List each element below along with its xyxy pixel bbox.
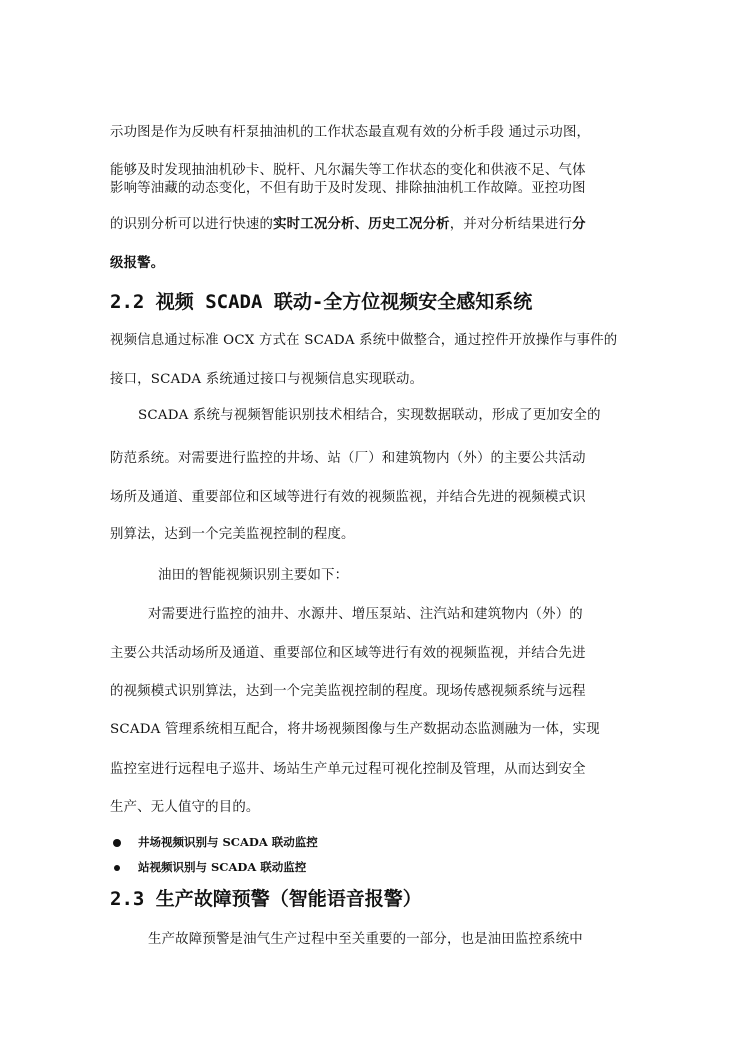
body-text-line: 别算法，达到一个完美监视控制的程度。: [110, 527, 355, 542]
bullet-text: 站视频识别与 SCADA 联动监控: [138, 860, 307, 874]
body-text-line: 示功图是作为反映有杆泵抽油机的工作状态最直观有效的分析手段 通过示功图，: [110, 125, 591, 140]
emphasis-text: 分: [572, 216, 586, 232]
body-text-line: 能够及时发现抽油机砂卡、脱杆、凡尔漏失等工作状态的变化和供液不足、气体: [110, 163, 586, 178]
bullet-text: 井场视频识别与 SCADA 联动监控: [138, 835, 318, 849]
body-text-line: 油田的智能视频识别主要如下：: [158, 568, 349, 583]
body-text-line: 生产故障预警是油气生产过程中至关重要的一部分，也是油田监控系统中: [148, 932, 583, 947]
body-text-line: 对需要进行监控的油井、水源井、增压泵站、注汽站和建筑物内（外）的: [148, 607, 583, 622]
body-text-line: 主要公共活动场所及通道、重要部位和区域等进行有效的视频监视，并结合先进: [110, 646, 586, 661]
bullet-dot-icon: [114, 865, 120, 871]
emphasis-realtime-history-analysis: 实时工况分析、历史工况分析: [273, 216, 450, 232]
body-text-line: 监控室进行远程电子巡井、场站生产单元过程可视化控制及管理，从而达到安全: [110, 762, 586, 777]
section-heading-2-2: 2.2 视频 SCADA 联动-全方位视频安全感知系统: [110, 291, 533, 313]
bullet-item: [113, 858, 306, 876]
body-text-line: SCADA 系统与视频智能识别技术相结合，实现数据联动，形成了更加安全的: [138, 408, 601, 423]
body-text-line: 场所及通道、重要部位和区域等进行有效的视频监视，并结合先进的视频模式识: [110, 490, 586, 505]
body-text-line: 接口，SCADA 系统通过接口与视频信息实现联动。: [110, 372, 424, 387]
body-text-line: 视频信息通过标准 OCX 方式在 SCADA 系统中做整合，通过控件开放操作与事件的: [110, 333, 618, 348]
body-text-line: 级报警。: [110, 255, 165, 271]
text-run: ，并对分析结果进行: [449, 217, 573, 232]
body-text-line: 生产、无人值守的目的。: [110, 800, 260, 815]
body-text-line: 的视频模式识别算法，达到一个完美监视控制的程度。现场传感视频系统与远程: [110, 684, 586, 699]
body-text-line: 影响等油藏的动态变化，不但有助于及时发现、排除抽油机工作故障。亚控功图: [110, 181, 586, 196]
body-text-line: SCADA 管理系统相互配合，将井场视频图像与生产数据动态监测融为一体，实现: [110, 722, 600, 737]
section-heading-2-3: 2.3 生产故障预警（智能语音报警）: [110, 888, 422, 910]
text-run: 的识别分析可以进行快速的: [110, 217, 274, 232]
bullet-dot-icon: [113, 839, 121, 847]
body-text-line: [110, 214, 635, 235]
body-text-line: 防范系统。对需要进行监控的井场、站（厂）和建筑物内（外）的主要公共活动: [110, 451, 586, 466]
bullet-item: [113, 833, 318, 851]
